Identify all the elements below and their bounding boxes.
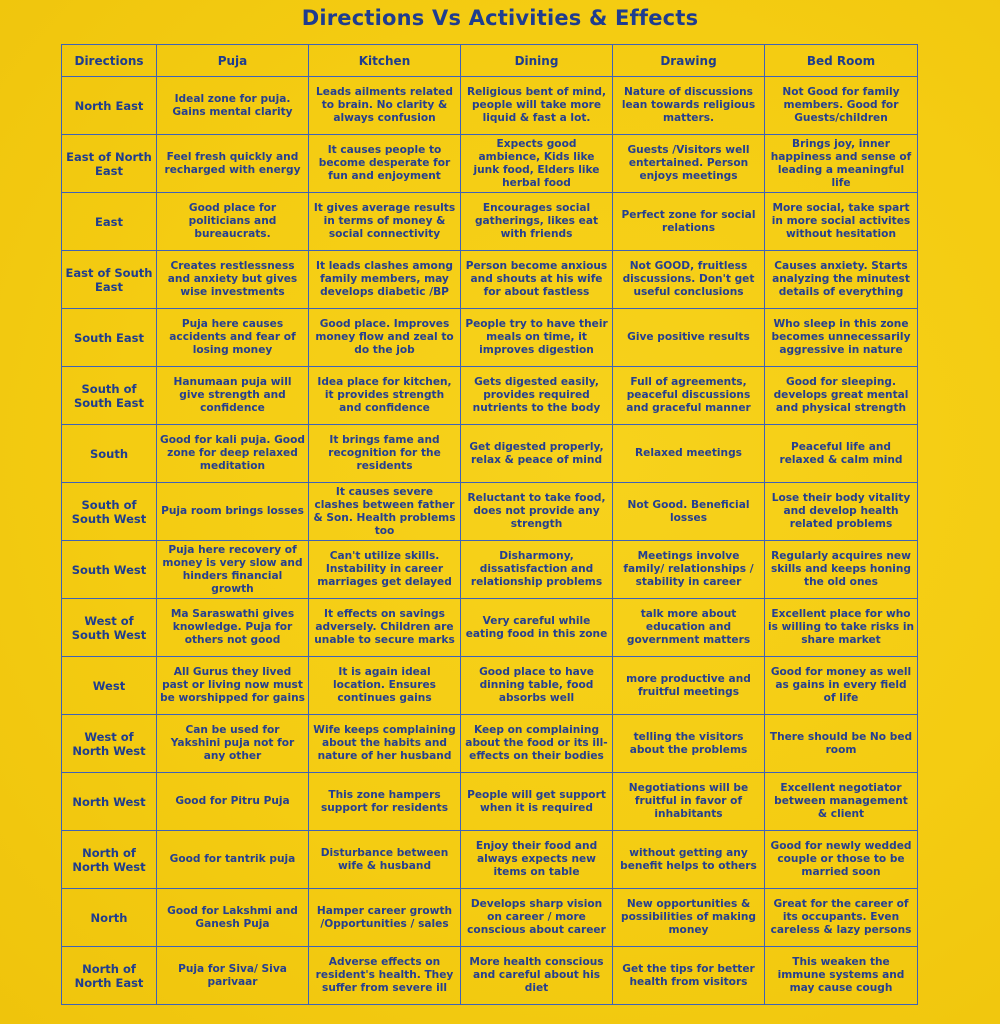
direction-cell: West of North West <box>62 715 157 773</box>
table-row <box>62 541 918 599</box>
bed-room-cell: Brings joy, inner happiness and sense of leading a meaningful life <box>765 135 918 193</box>
direction-cell: North of North West <box>62 831 157 889</box>
direction-cell: East <box>62 193 157 251</box>
table-row <box>62 251 918 309</box>
drawing-cell: Negotiations will be fruitful in favor of inhabitants <box>613 773 765 831</box>
drawing-cell: Perfect zone for social relations <box>613 193 765 251</box>
dining-cell: Gets digested easily, provides required nutrients to the body <box>461 367 613 425</box>
table-row <box>62 715 918 773</box>
header-puja: Puja <box>157 45 309 77</box>
table-row <box>62 77 918 135</box>
table-row <box>62 599 918 657</box>
puja-cell: Can be used for Yakshini puja not for any other <box>157 715 309 773</box>
direction-cell: North of North East <box>62 947 157 1005</box>
bed-room-cell: Lose their body vitality and develop health related problems <box>765 483 918 541</box>
dining-cell: Very careful while eating food in this zone <box>461 599 613 657</box>
drawing-cell: more productive and fruitful meetings <box>613 657 765 715</box>
drawing-cell: Not Good. Beneficial losses <box>613 483 765 541</box>
bed-room-cell: Good for money as well as gains in every field of life <box>765 657 918 715</box>
direction-cell: North East <box>62 77 157 135</box>
dining-cell: Expects good ambience, Kids like junk food, Elders like herbal food <box>461 135 613 193</box>
puja-cell: Good for Lakshmi and Ganesh Puja <box>157 889 309 947</box>
table-row <box>62 425 918 483</box>
header-row <box>62 45 918 77</box>
table-row <box>62 831 918 889</box>
kitchen-cell: It causes people to become desperate for fun and enjoyment <box>309 135 461 193</box>
bed-room-cell: Great for the career of its occupants. Even careless & lazy persons <box>765 889 918 947</box>
bed-room-cell: Causes anxiety. Starts analyzing the minutest details of everything <box>765 251 918 309</box>
puja-cell: Creates restlessness and anxiety but gives wise investments <box>157 251 309 309</box>
table-row <box>62 193 918 251</box>
drawing-cell: Relaxed meetings <box>613 425 765 483</box>
dining-cell: People try to have their meals on time, it improves digestion <box>461 309 613 367</box>
direction-cell: South of South West <box>62 483 157 541</box>
puja-cell: Good for kali puja. Good zone for deep relaxed meditation <box>157 425 309 483</box>
dining-cell: Person become anxious and shouts at his wife for about fastless <box>461 251 613 309</box>
dining-cell: Disharmony, dissatisfaction and relationship problems <box>461 541 613 599</box>
drawing-cell: Give positive results <box>613 309 765 367</box>
puja-cell: Good place for politicians and bureaucrats. <box>157 193 309 251</box>
direction-cell: West of South West <box>62 599 157 657</box>
drawing-cell: telling the visitors about the problems <box>613 715 765 773</box>
drawing-cell: Guests /Visitors well entertained. Person enjoys meetings <box>613 135 765 193</box>
header-kitchen: Kitchen <box>309 45 461 77</box>
direction-cell: East of North East <box>62 135 157 193</box>
direction-cell: North <box>62 889 157 947</box>
table-row <box>62 657 918 715</box>
bed-room-cell: More social, take spart in more social activites without hesitation <box>765 193 918 251</box>
kitchen-cell: Wife keeps complaining about the habits and nature of her husband <box>309 715 461 773</box>
header-bed-room: Bed Room <box>765 45 918 77</box>
dining-cell: Develops sharp vision on career / more conscious about career <box>461 889 613 947</box>
table-row <box>62 483 918 541</box>
drawing-cell: Meetings involve family/ relationships / stability in career <box>613 541 765 599</box>
table-row <box>62 773 918 831</box>
kitchen-cell: Can't utilize skills. Instability in career marriages get delayed <box>309 541 461 599</box>
kitchen-cell: Leads ailments related to brain. No clarity & always confusion <box>309 77 461 135</box>
directions-table <box>61 44 918 1005</box>
header-directions: Directions <box>62 45 157 77</box>
header-dining: Dining <box>461 45 613 77</box>
bed-room-cell: Peaceful life and relaxed & calm mind <box>765 425 918 483</box>
puja-cell: Puja for Siva/ Siva parivaar <box>157 947 309 1005</box>
bed-room-cell: Excellent negotiator between management & client <box>765 773 918 831</box>
bed-room-cell: Who sleep in this zone becomes unnecessarily aggressive in nature <box>765 309 918 367</box>
dining-cell: Encourages social gatherings, likes eat with friends <box>461 193 613 251</box>
kitchen-cell: Disturbance between wife & husband <box>309 831 461 889</box>
kitchen-cell: It brings fame and recognition for the residents <box>309 425 461 483</box>
header-drawing: Drawing <box>613 45 765 77</box>
puja-cell: All Gurus they lived past or living now must be worshipped for gains <box>157 657 309 715</box>
dining-cell: Good place to have dinning table, food absorbs well <box>461 657 613 715</box>
bed-room-cell: Good for newly wedded couple or those to be married soon <box>765 831 918 889</box>
dining-cell: More health conscious and careful about his diet <box>461 947 613 1005</box>
kitchen-cell: Adverse effects on resident's health. They suffer from severe ill <box>309 947 461 1005</box>
table-row <box>62 135 918 193</box>
table-row <box>62 367 918 425</box>
kitchen-cell: It leads clashes among family members, may develops diabetic /BP <box>309 251 461 309</box>
table-body <box>62 77 918 1005</box>
kitchen-cell: This zone hampers support for residents <box>309 773 461 831</box>
dining-cell: People will get support when it is required <box>461 773 613 831</box>
direction-cell: South <box>62 425 157 483</box>
kitchen-cell: Idea place for kitchen, it provides strength and confidence <box>309 367 461 425</box>
puja-cell: Puja here recovery of money is very slow and hinders financial growth <box>157 541 309 599</box>
puja-cell: Ideal zone for puja. Gains mental clarity <box>157 77 309 135</box>
puja-cell: Hanumaan puja will give strength and confidence <box>157 367 309 425</box>
direction-cell: North West <box>62 773 157 831</box>
drawing-cell: talk more about education and government matters <box>613 599 765 657</box>
bed-room-cell: Good for sleeping. develops great mental and physical strength <box>765 367 918 425</box>
puja-cell: Puja here causes accidents and fear of losing money <box>157 309 309 367</box>
dining-cell: Get digested properly, relax & peace of mind <box>461 425 613 483</box>
puja-cell: Ma Saraswathi gives knowledge. Puja for others not good <box>157 599 309 657</box>
bed-room-cell: Not Good for family members. Good for Guests/children <box>765 77 918 135</box>
kitchen-cell: It effects on savings adversely. Children are unable to secure marks <box>309 599 461 657</box>
direction-cell: South West <box>62 541 157 599</box>
drawing-cell: Not GOOD, fruitless discussions. Don't get useful conclusions <box>613 251 765 309</box>
drawing-cell: Full of agreements, peaceful discussions and graceful manner <box>613 367 765 425</box>
direction-cell: South East <box>62 309 157 367</box>
drawing-cell: New opportunities & possibilities of making money <box>613 889 765 947</box>
kitchen-cell: It causes severe clashes between father & Son. Health problems too <box>309 483 461 541</box>
dining-cell: Reluctant to take food, does not provide any strength <box>461 483 613 541</box>
kitchen-cell: Hamper career growth /Opportunities / sales <box>309 889 461 947</box>
puja-cell: Good for Pitru Puja <box>157 773 309 831</box>
bed-room-cell: Regularly acquires new skills and keeps honing the old ones <box>765 541 918 599</box>
puja-cell: Feel fresh quickly and recharged with energy <box>157 135 309 193</box>
drawing-cell: Nature of discussions lean towards religious matters. <box>613 77 765 135</box>
table-row <box>62 947 918 1005</box>
bed-room-cell: There should be No bed room <box>765 715 918 773</box>
drawing-cell: without getting any benefit helps to others <box>613 831 765 889</box>
dining-cell: Enjoy their food and always expects new items on table <box>461 831 613 889</box>
dining-cell: Religious bent of mind, people will take more liquid & fast a lot. <box>461 77 613 135</box>
direction-cell: South of South East <box>62 367 157 425</box>
kitchen-cell: It gives average results in terms of money & social connectivity <box>309 193 461 251</box>
direction-cell: West <box>62 657 157 715</box>
dining-cell: Keep on complaining about the food or its ill-effects on their bodies <box>461 715 613 773</box>
page-title: Directions Vs Activities & Effects <box>301 6 699 30</box>
drawing-cell: Get the tips for better health from visitors <box>613 947 765 1005</box>
kitchen-cell: Good place. Improves money flow and zeal to do the job <box>309 309 461 367</box>
puja-cell: Good for tantrik puja <box>157 831 309 889</box>
table-row <box>62 889 918 947</box>
table-row <box>62 309 918 367</box>
direction-cell: East of South East <box>62 251 157 309</box>
kitchen-cell: It is again ideal location. Ensures continues gains <box>309 657 461 715</box>
bed-room-cell: Excellent place for who is willing to take risks in share market <box>765 599 918 657</box>
bed-room-cell: This weaken the immune systems and may cause cough <box>765 947 918 1005</box>
puja-cell: Puja room brings losses <box>157 483 309 541</box>
